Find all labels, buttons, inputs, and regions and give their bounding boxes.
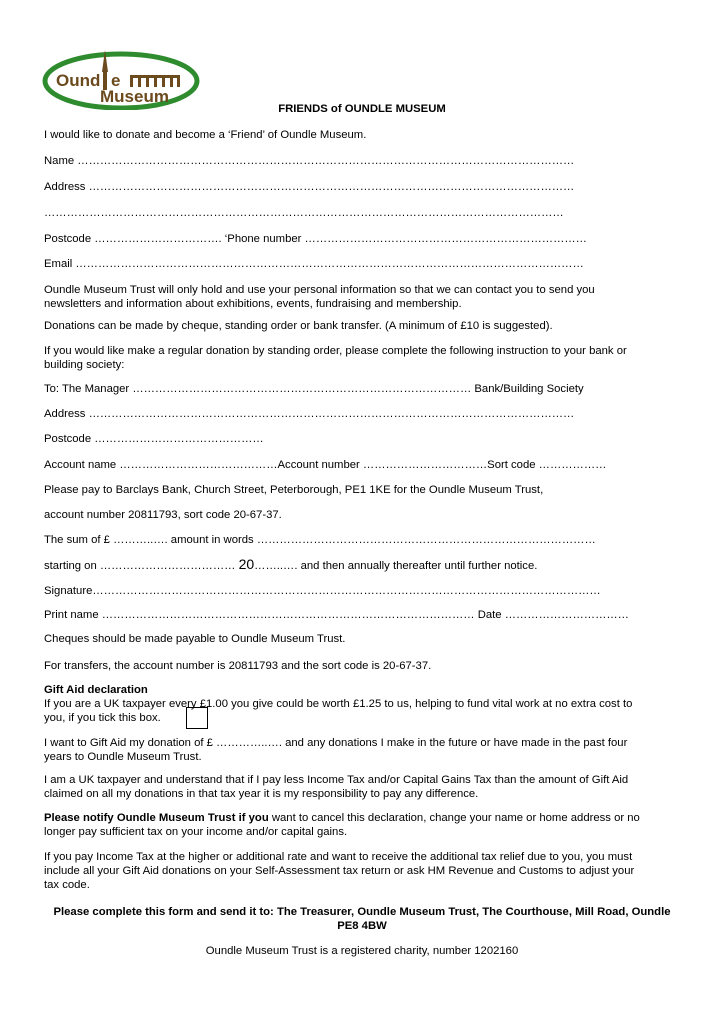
logo-word-museum: Museum bbox=[100, 87, 169, 106]
bank-postcode-field[interactable]: Postcode ……………………………………… bbox=[44, 433, 264, 445]
logo-building-icon bbox=[130, 75, 180, 87]
address-field-line-2[interactable]: ………………………………………………………………………………………………………………………… bbox=[44, 207, 564, 219]
starting-on-label: starting on ……………………………… bbox=[44, 560, 239, 572]
address-field-line-1[interactable]: Address ………………………………………………………………………………………………………………… bbox=[44, 181, 575, 193]
bank-manager-field[interactable]: To: The Manager ……………………………………………………………………………… Bank/Building Society bbox=[44, 383, 584, 395]
account-number-text: account number 20811793, sort code 20-67-37. bbox=[44, 509, 282, 521]
intro-text: I would like to donate and become a ‘Friend’ of Oundle Museum. bbox=[44, 129, 367, 141]
gift-aid-higher-rate-text: If you pay Income Tax at the higher or additional rate and want to receive the additional tax relief due to you, you must include all your Gift Aid donations on your Self-Assessment tax return or ask HM Revenue and Customs to adjust your tax code. bbox=[44, 851, 635, 891]
charity-number-text: Oundle Museum Trust is a registered charity, number 1202160 bbox=[205, 945, 519, 957]
logo-word-oundle: Ound bbox=[56, 71, 101, 90]
pay-to-text: Please pay to Barclays Bank, Church Street, Peterborough, PE1 1KE for the Oundle Museum Trust, bbox=[44, 484, 544, 496]
transfers-text: For transfers, the account number is 20811793 and the sort code is 20-67-37. bbox=[44, 660, 432, 672]
logo-word-oundle-tail: e bbox=[111, 71, 121, 90]
notify-bold-text: Please notify Oundle Museum Trust if you bbox=[44, 812, 269, 824]
gift-aid-taxpayer-statement: I am a UK taxpayer and understand that if I pay less Income Tax and/or Capital Gains Tax than the amount of Gift Aid claimed on all my donations in that tax year it is my responsibility to pay any difference. bbox=[44, 774, 629, 800]
notify-rest-text: want to cancel this declaration, change your name or home address or no longer pay sufficient tax on your income and/or capital gains. bbox=[44, 812, 640, 838]
donations-text: Donations can be made by cheque, standing order or bank transfer. (A minimum of £10 is suggested). bbox=[44, 320, 553, 332]
send-to-address: Please complete this form and send it to: The Treasurer, Oundle Museum Trust, The Courthouse, Mill Road, Oundle PE8 4BW bbox=[53, 906, 671, 932]
oundle-museum-logo bbox=[42, 48, 200, 110]
gift-aid-intro: If you are a UK taxpayer every £1.00 you give could be worth £1.25 to us, helping to fund vital work at no extra cost to bbox=[44, 698, 633, 710]
signature-field[interactable]: Signature……………………………………………………………………………………………………………………… bbox=[44, 585, 601, 597]
gift-aid-checkbox[interactable] bbox=[186, 707, 208, 729]
sum-field[interactable]: The sum of £ ………..…. amount in words ……………………………………………………………………………… bbox=[44, 534, 596, 546]
email-field[interactable]: Email ……………………………………………………………………………………………………………………… bbox=[44, 258, 584, 270]
gift-aid-heading: Gift Aid declaration bbox=[44, 684, 148, 696]
account-details-fields[interactable]: Account name ……………………………………Account number ……………………………Sort code ……………… bbox=[44, 459, 607, 471]
form-title: FRIENDS of OUNDLE MUSEUM bbox=[278, 103, 446, 115]
gift-aid-tick-prompt: you, if you tick this box. bbox=[44, 712, 161, 724]
privacy-text: Oundle Museum Trust will only hold and use your personal information so that we can contact you to send you newsletters and information about exhibitions, events, fundraising and membership. bbox=[44, 284, 595, 310]
postcode-phone-field[interactable]: Postcode ……………………………. ‘Phone number ………………………………………………………………… bbox=[44, 233, 587, 245]
starting-year: 20 bbox=[238, 557, 255, 572]
gift-aid-notify-text bbox=[44, 811, 640, 839]
print-name-date-field[interactable]: Print name ……………………………………………………………………………………… Date …………………………… bbox=[44, 609, 629, 621]
cheques-text: Cheques should be made payable to Oundle Museum Trust. bbox=[44, 633, 346, 645]
starting-date-field[interactable] bbox=[44, 557, 636, 573]
starting-annually-label: ……..…. and then annually thereafter until further notice. bbox=[254, 560, 538, 572]
standing-order-intro: If you would like make a regular donation by standing order, please complete the following instruction to your bank or building society: bbox=[44, 345, 627, 371]
bank-address-field[interactable]: Address ………………………………………………………………………………………………………………… bbox=[44, 408, 575, 420]
name-field[interactable]: Name …………………………………………………………………………………………………………………… bbox=[44, 155, 575, 167]
gift-aid-donation-statement: I want to Gift Aid my donation of £ …………..…. and any donations I make in the future or have made in the past four years to Oundle Museum Trust. bbox=[44, 737, 628, 763]
